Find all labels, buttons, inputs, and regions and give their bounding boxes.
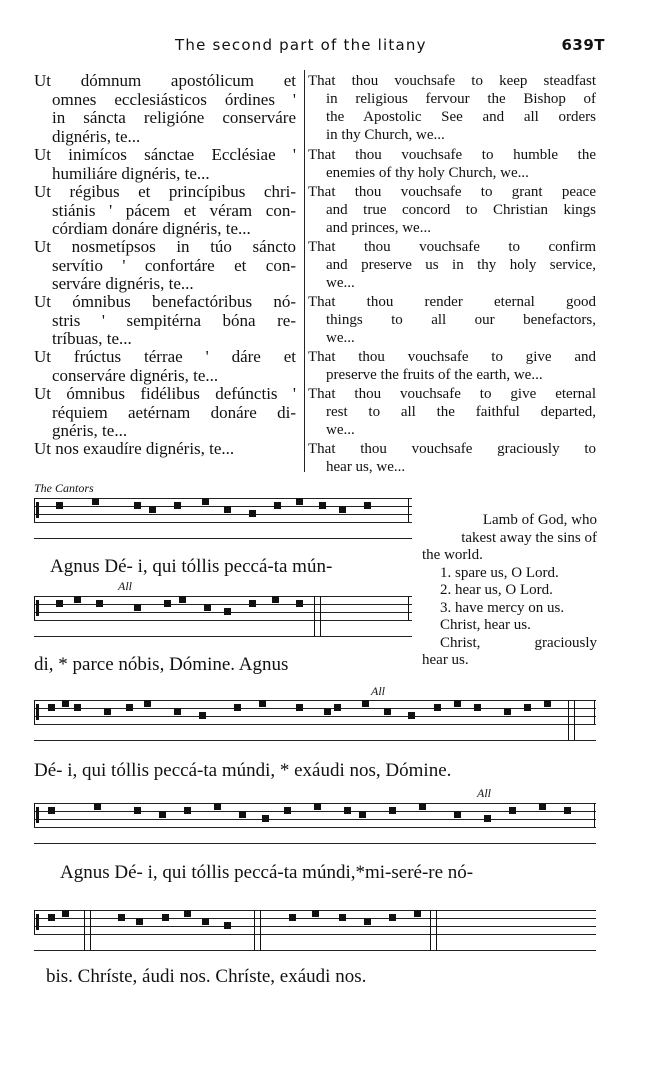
latin-line: Ut nosmetípsos in túo sáncto — [34, 237, 296, 256]
english-line: and preserve us in thy holy service, — [326, 257, 596, 273]
neume — [174, 708, 181, 715]
english-text — [308, 146, 596, 182]
neume — [149, 506, 156, 513]
page-header — [0, 36, 667, 60]
latin-text — [34, 238, 296, 294]
english-line: and true concord to Christian kings — [326, 202, 596, 218]
latin-line: Ut régibus et princípibus chri- — [34, 182, 296, 201]
neume — [296, 600, 303, 607]
neume — [204, 604, 211, 611]
english-line: we... — [326, 330, 355, 346]
neume — [389, 807, 396, 814]
neume — [184, 807, 191, 814]
neume — [56, 600, 63, 607]
neume — [414, 910, 421, 917]
neume — [162, 914, 169, 921]
neume — [249, 510, 256, 517]
staff-line — [34, 819, 596, 820]
neume — [524, 704, 531, 711]
bar-line — [34, 803, 35, 827]
neume — [454, 700, 461, 707]
neume — [454, 811, 461, 818]
neume — [359, 811, 366, 818]
neume — [179, 596, 186, 603]
english-line: That thou vouchsafe to give eternal — [308, 386, 596, 402]
neume — [159, 811, 166, 818]
latin-line: Ut frúctus térrae ' dáre et — [34, 347, 296, 366]
latin-line: tríbuas, te... — [52, 329, 132, 348]
staff-line — [34, 612, 412, 613]
bar-line — [34, 498, 35, 522]
latin-line: córdiam donáre dignéris, te... — [52, 219, 251, 238]
neume — [62, 910, 69, 917]
translation-line: the world. — [422, 547, 483, 563]
latin-line: serváre dignéris, te... — [52, 274, 194, 293]
latin-text — [34, 146, 296, 183]
neume — [274, 502, 281, 509]
staff-underline — [34, 843, 596, 844]
neume — [202, 918, 209, 925]
neume — [509, 807, 516, 814]
double-bar-line — [260, 910, 261, 950]
neume — [234, 704, 241, 711]
neume — [199, 712, 206, 719]
neume — [484, 815, 491, 822]
chant-staff — [34, 498, 412, 532]
neume — [62, 700, 69, 707]
latin-line: omnes ecclesiásticos órdines ' — [52, 89, 296, 109]
latin-line: conserváre dignéris, te... — [52, 365, 219, 385]
neume — [92, 498, 99, 505]
neume — [134, 604, 141, 611]
double-bar-line — [84, 910, 85, 950]
staff-underline — [34, 636, 412, 637]
chant-translation — [422, 512, 597, 670]
latin-text — [34, 440, 296, 459]
neume — [224, 506, 231, 513]
staff-line — [34, 596, 412, 597]
neume — [56, 502, 63, 509]
neume — [339, 506, 346, 513]
translation-line: Lamb of God, who — [482, 512, 597, 528]
neume — [104, 708, 111, 715]
neume — [239, 811, 246, 818]
chant-lyrics: Agnus Dé- i, qui tóllis peccá-ta múndi,*mi-seré-re nó- — [60, 862, 474, 883]
double-bar-line — [568, 700, 569, 740]
neume — [214, 803, 221, 810]
staff-line — [34, 724, 596, 725]
chant-staff — [34, 910, 596, 944]
neume — [389, 914, 396, 921]
staff-line — [34, 506, 412, 507]
neume — [272, 596, 279, 603]
latin-line: gnéris, te... — [52, 421, 128, 440]
cantors-label: The Cantors — [34, 481, 94, 495]
staff-line — [34, 514, 412, 515]
english-line: That thou vouchsafe to grant peace — [308, 184, 596, 200]
translation-line: hear us. — [422, 652, 469, 668]
neume — [296, 498, 303, 505]
clef-icon — [36, 502, 39, 518]
latin-line: Ut inimícos sánctae Ecclésiae ' — [34, 145, 296, 164]
staff-line — [34, 700, 596, 701]
neume — [339, 914, 346, 921]
clef-icon — [36, 807, 39, 823]
latin-text — [34, 72, 296, 146]
neume — [48, 914, 55, 921]
page-number: 639T — [561, 36, 605, 54]
neume — [174, 502, 181, 509]
english-line: That thou vouchsafe to humble the — [308, 147, 596, 163]
neume — [202, 498, 209, 505]
english-line: That thou vouchsafe to keep steadfast — [308, 73, 596, 89]
translation-line: Christ, hear us. — [440, 617, 531, 633]
english-line: preserve the fruits of the earth, we... — [326, 367, 543, 383]
bar-line — [594, 803, 595, 827]
latin-line: stiánis ' pácem et véram con- — [52, 200, 296, 220]
neume — [136, 918, 143, 925]
latin-line: Ut dómnum apostólicum et — [34, 71, 296, 90]
english-line: in religious fervour the Bishop of — [326, 91, 596, 107]
neume — [48, 704, 55, 711]
english-line: we... — [326, 275, 355, 291]
english-line: enemies of thy holy Church, we... — [326, 165, 529, 181]
neume — [96, 600, 103, 607]
neume — [384, 708, 391, 715]
staff-line — [34, 716, 596, 717]
neume — [344, 807, 351, 814]
staff-line — [34, 926, 596, 927]
neume — [94, 803, 101, 810]
english-text — [308, 183, 596, 237]
neume — [74, 704, 81, 711]
all-label: All — [371, 684, 385, 698]
translation-line: 3. have mercy on us. — [440, 599, 565, 616]
bar-line — [594, 700, 595, 724]
bar-line — [408, 498, 409, 522]
neume — [362, 700, 369, 707]
bar-line — [34, 700, 35, 724]
chant-staff — [34, 803, 596, 837]
translation-line: 2. hear us, O Lord. — [440, 582, 553, 598]
staff-line — [34, 604, 412, 605]
staff-underline — [34, 538, 412, 539]
translation-line: takest away the sins of — [461, 529, 597, 546]
english-text — [308, 72, 596, 144]
latin-line: dignéris, te... — [52, 126, 141, 146]
latin-line: servítio ' confortáre et con- — [52, 255, 296, 275]
neume — [504, 708, 511, 715]
bar-line — [34, 910, 35, 934]
latin-line: humiliáre dignéris, te... — [52, 163, 210, 183]
neume — [74, 596, 81, 603]
english-text — [308, 293, 596, 347]
neume — [544, 700, 551, 707]
neume — [249, 600, 256, 607]
double-bar-line — [436, 910, 437, 950]
english-line: That thou vouchsafe graciously to — [308, 441, 596, 457]
english-text — [308, 385, 596, 439]
neume — [408, 712, 415, 719]
double-bar-line — [314, 596, 315, 636]
neume — [419, 803, 426, 810]
english-line: the Apostolic See and all orders — [326, 109, 596, 125]
latin-text — [34, 348, 296, 385]
english-line: rest to all the faithful departed, — [326, 404, 596, 420]
all-label: All — [118, 579, 132, 593]
english-line: we... — [326, 422, 355, 438]
latin-line: réquiem aetérnam donáre di- — [52, 402, 296, 422]
chant-lyrics: bis. Chríste, áudi nos. Chríste, exáudi nos. — [46, 966, 367, 987]
staff-underline — [34, 740, 596, 741]
neume — [118, 914, 125, 921]
staff-line — [34, 708, 596, 709]
neume — [126, 704, 133, 711]
neume — [262, 815, 269, 822]
neume — [48, 807, 55, 814]
neume — [164, 600, 171, 607]
translation-line: Christ, graciously — [440, 634, 597, 651]
double-bar-line — [90, 910, 91, 950]
english-text — [308, 348, 596, 384]
double-bar-line — [254, 910, 255, 950]
staff-line — [34, 620, 412, 621]
neume — [224, 608, 231, 615]
neume — [284, 807, 291, 814]
staff-underline — [34, 950, 596, 951]
neume — [319, 502, 326, 509]
double-bar-line — [430, 910, 431, 950]
clef-icon — [36, 914, 39, 930]
chant-lyrics: Dé- i, qui tóllis peccá-ta múndi, * exáudi nos, Dómine. — [34, 760, 452, 781]
translation-line: 1. spare us, O Lord. — [440, 564, 559, 581]
neume — [224, 922, 231, 929]
neume — [134, 807, 141, 814]
chant-staff — [34, 596, 412, 630]
chant-lyrics: Agnus Dé- i, qui tóllis peccá-ta mún- — [50, 556, 333, 577]
latin-text — [34, 183, 296, 239]
english-line: in thy Church, we... — [326, 127, 445, 143]
bar-line — [408, 596, 409, 620]
latin-text — [34, 385, 296, 441]
chant-staff — [34, 700, 596, 734]
clef-icon — [36, 704, 39, 720]
english-text — [308, 440, 596, 476]
neume — [134, 502, 141, 509]
neume — [296, 704, 303, 711]
running-title: The second part of the litany — [175, 36, 427, 54]
english-line: That thou vouchsafe to give and — [308, 349, 596, 365]
neume — [289, 914, 296, 921]
latin-line: Ut ómnibus fidélibus defúnctis ' — [34, 384, 296, 403]
neume — [312, 910, 319, 917]
neume — [184, 910, 191, 917]
english-line: things to all our benefactors, — [326, 312, 596, 328]
neume — [324, 708, 331, 715]
english-line: hear us, we... — [326, 459, 406, 475]
bar-line — [34, 596, 35, 620]
double-bar-line — [574, 700, 575, 740]
double-bar-line — [320, 596, 321, 636]
neume — [259, 700, 266, 707]
latin-line: in sáncta religióne conserváre — [52, 108, 296, 127]
neume — [364, 918, 371, 925]
neume — [364, 502, 371, 509]
neume — [434, 704, 441, 711]
staff-line — [34, 498, 412, 499]
chant-lyrics: di, * parce nóbis, Dómine. Agnus — [34, 654, 289, 675]
neume — [539, 803, 546, 810]
english-text — [308, 238, 596, 292]
neume — [144, 700, 151, 707]
latin-line: Ut nos exaudíre dignéris, te... — [34, 439, 235, 458]
neume — [474, 704, 481, 711]
latin-line: Ut ómnibus benefactóribus nó- — [34, 292, 296, 311]
all-label: All — [477, 786, 491, 800]
clef-icon — [36, 600, 39, 616]
neume — [334, 704, 341, 711]
english-line: That thou vouchsafe to confirm — [308, 239, 596, 255]
latin-line: stris ' sempitérna bóna re- — [52, 310, 296, 330]
staff-line — [34, 827, 596, 828]
staff-line — [34, 934, 596, 935]
english-line: and princes, we... — [326, 220, 431, 236]
english-line: That thou render eternal good — [308, 294, 596, 310]
column-divider — [304, 70, 305, 472]
neume — [564, 807, 571, 814]
latin-text — [34, 293, 296, 349]
staff-line — [34, 522, 412, 523]
neume — [314, 803, 321, 810]
